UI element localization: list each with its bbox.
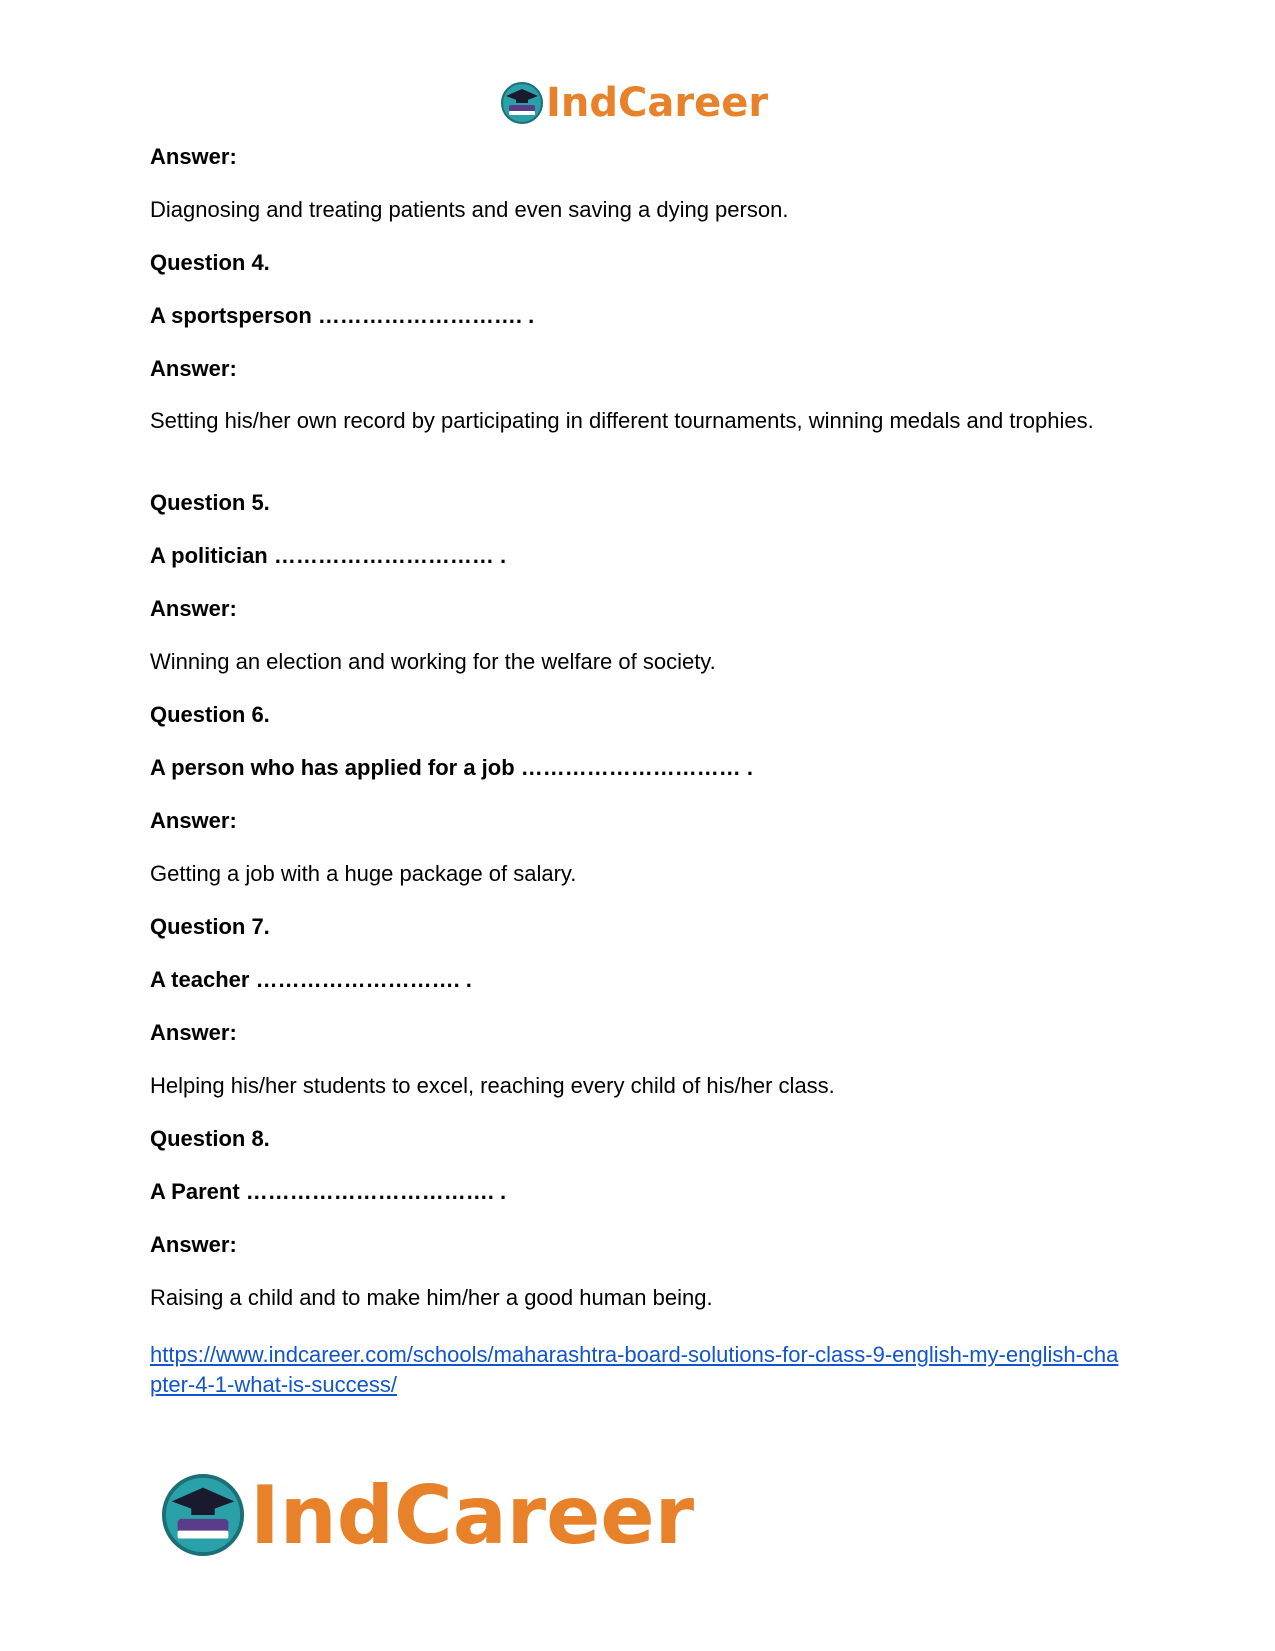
- answer-text: Diagnosing and treating patients and even saving a dying person.: [150, 197, 789, 222]
- answer-text: Getting a job with a huge package of salary.: [150, 861, 577, 886]
- answer-label: Answer:: [150, 144, 237, 169]
- answer-text: Winning an election and working for the welfare of society.: [150, 649, 716, 674]
- question-text: A politician ………………………… .: [150, 543, 507, 568]
- question-text: A teacher ………………………. .: [150, 967, 472, 992]
- question-text: A sportsperson ………………………. .: [150, 303, 535, 328]
- answer-text: Setting his/her own record by participating in different tournaments, winning medals and trophies.: [150, 408, 1094, 433]
- source-link[interactable]: https://www.indcareer.com/schools/maharashtra-board-solutions-for-class-9-english-my-english-chapter-4-1-what-is-success/: [150, 1342, 1119, 1397]
- answer-label: Answer:: [150, 1020, 237, 1045]
- question-label: Question 7.: [150, 914, 270, 939]
- header-logo: [500, 80, 768, 126]
- answer-text: Raising a child and to make him/her a good human being.: [150, 1285, 713, 1310]
- answer-label: Answer:: [150, 596, 237, 621]
- brand-name: IndCareer: [250, 1468, 695, 1562]
- footer-logo: [160, 1470, 694, 1560]
- brand-name: IndCareer: [546, 80, 769, 126]
- graduation-cap-book-icon: [500, 81, 544, 125]
- answer-label: Answer:: [150, 356, 237, 381]
- answer-text: Helping his/her students to excel, reaching every child of his/her class.: [150, 1073, 835, 1098]
- question-label: Question 8.: [150, 1126, 270, 1151]
- graduation-cap-book-icon: [160, 1472, 246, 1558]
- question-label: Question 6.: [150, 702, 270, 727]
- question-label: Question 5.: [150, 490, 270, 515]
- answer-label: Answer:: [150, 808, 237, 833]
- question-text: A person who has applied for a job ………………………… .: [150, 755, 754, 780]
- answer-label: Answer:: [150, 1232, 237, 1257]
- question-label: Question 4.: [150, 250, 270, 275]
- question-text: A Parent ……………………………. .: [150, 1179, 507, 1204]
